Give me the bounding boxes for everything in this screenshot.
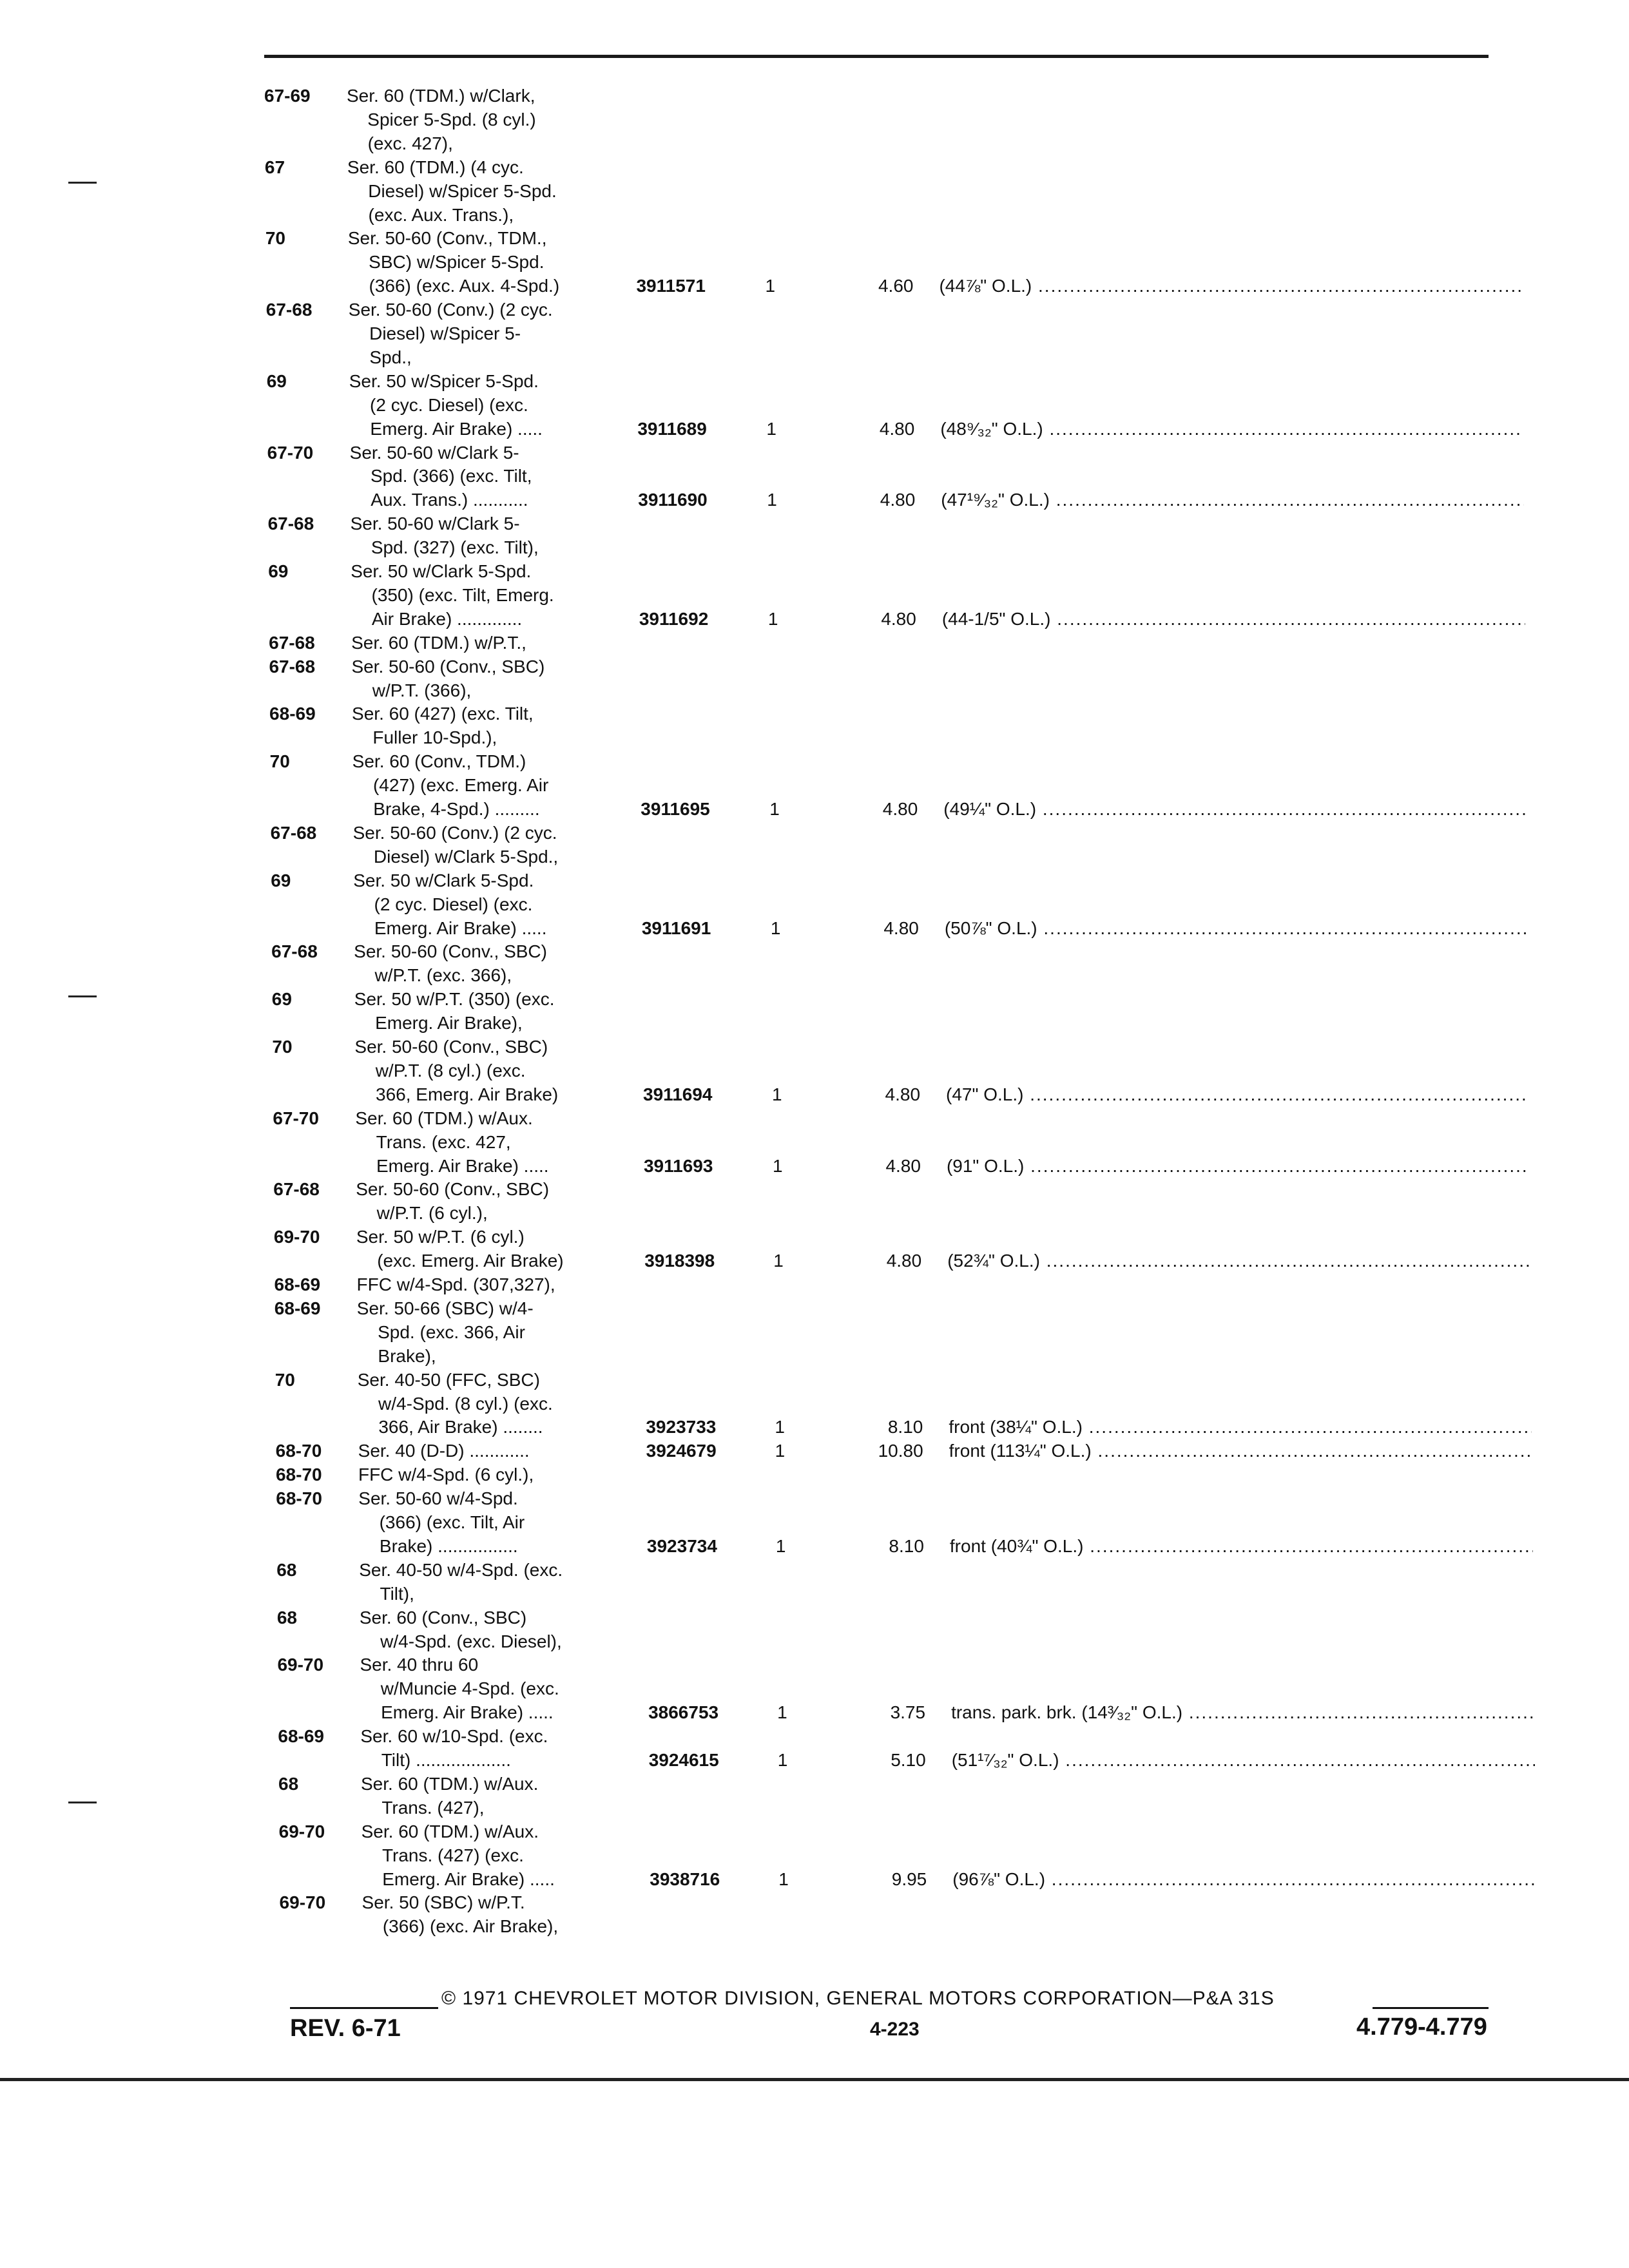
application-description: Ser. 50-60 (Conv., SBC) <box>356 1179 550 1200</box>
footer-line <box>290 1988 1514 2013</box>
application-description: Air Brake) ............. <box>371 608 523 629</box>
entry-line <box>277 1582 1534 1606</box>
application-description: Emerg. Air Brake) ..... <box>382 1869 555 1889</box>
entry-line <box>279 1867 1536 1892</box>
model-years: 69-70 <box>273 1227 320 1247</box>
quantity: 1 <box>777 1750 788 1770</box>
entry-line <box>264 84 1521 108</box>
length: 10.80 <box>878 1441 923 1461</box>
model-years: 67-68 <box>269 656 316 677</box>
entry-line <box>273 1177 1530 1202</box>
application-description: FFC w/4-Spd. (6 cyl.), <box>358 1465 534 1485</box>
application-description: w/4-Spd. (exc. Diesel), <box>380 1631 562 1651</box>
application-description: Ser. 50 w/Spicer 5-Spd. <box>349 370 539 391</box>
application-description: Diesel) w/Clark 5-Spd., <box>373 846 559 867</box>
overall-length-note: (47" O.L.) ..... <box>946 1082 1529 1107</box>
application-description: FFC w/4-Spd. (307,327), <box>356 1274 555 1294</box>
part-number: 3938716 <box>650 1869 720 1889</box>
model-years: 67-70 <box>267 442 314 463</box>
model-years: 68 <box>276 1607 297 1628</box>
application-description: Spd., <box>369 347 412 367</box>
application-description: Ser. 50 w/Clark 5-Spd. <box>351 561 532 581</box>
entry-line <box>267 393 1523 418</box>
model-years: 68-70 <box>275 1441 322 1461</box>
entry-line <box>264 108 1521 132</box>
entry-line <box>269 631 1525 655</box>
entry-line <box>276 1510 1533 1535</box>
page-number: 4-223 <box>870 2019 920 2040</box>
entry-line <box>275 1273 1531 1297</box>
entry-line <box>265 179 1521 204</box>
model-years: 68-70 <box>276 1488 322 1509</box>
overall-length-note: front (113¼" O.L.) ..... <box>949 1439 1532 1463</box>
application-description: Diesel) w/Spicer 5-Spd. <box>368 180 557 201</box>
entry-line <box>276 1534 1533 1559</box>
entry-line <box>273 1154 1530 1178</box>
application-description: (2 cyc. Diesel) (exc. <box>370 394 528 415</box>
length: 4.80 <box>879 418 915 439</box>
margin-mark <box>68 1802 97 1803</box>
overall-length-note: (50⅞" O.L.) ..... <box>945 916 1528 941</box>
part-number: 3923733 <box>646 1417 717 1437</box>
application-description: Ser. 50-60 (Conv., TDM., <box>347 228 547 249</box>
application-description: Ser. 50-60 (Conv., SBC) <box>354 1037 548 1057</box>
entry-line <box>273 1059 1529 1083</box>
section-number: 4.779-4.779 <box>1356 2013 1487 2041</box>
application-description: Emerg. Air Brake) ..... <box>376 1155 549 1176</box>
entry-line <box>267 369 1523 394</box>
entry-line <box>266 345 1523 370</box>
entry-line <box>268 559 1525 584</box>
model-years: 70 <box>269 751 290 772</box>
part-number: 3923734 <box>646 1535 717 1556</box>
application-description: Trans. (exc. 427, <box>376 1131 511 1152</box>
application-description: Aux. Trans.) ........... <box>371 490 528 510</box>
application-description: Ser. 50-60 w/Clark 5- <box>349 442 519 463</box>
quantity: 1 <box>778 1869 789 1889</box>
application-description: Ser. 40-50 w/4-Spd. (exc. <box>359 1559 563 1580</box>
entry-line <box>278 1748 1535 1773</box>
entry-line <box>279 1843 1536 1868</box>
entry-line <box>269 607 1525 631</box>
part-number: 3911691 <box>641 918 711 938</box>
model-years: 68-69 <box>278 1726 324 1747</box>
application-description: Ser. 50-60 w/Clark 5- <box>350 514 520 534</box>
length: 4.80 <box>882 799 918 819</box>
application-description: w/P.T. (exc. 366), <box>374 965 512 986</box>
entry-line <box>271 916 1528 941</box>
entry-line <box>275 1320 1531 1345</box>
entry-line <box>271 845 1527 869</box>
application-description: Ser. 50-60 (Conv.) (2 cyc. <box>352 822 557 843</box>
application-description: Ser. 50-60 (Conv., SBC) <box>354 941 547 962</box>
application-description: Ser. 60 (Conv., SBC) <box>359 1607 527 1628</box>
application-description: Emerg. Air Brake) ..... <box>381 1702 554 1723</box>
entry-line <box>267 441 1524 465</box>
application-description: Ser. 40 (D-D) ............ <box>358 1441 530 1461</box>
application-description: Ser. 50-66 (SBC) w/4- <box>356 1298 534 1318</box>
application-description: (427) (exc. Emerg. Air <box>372 775 549 796</box>
application-description: Ser. 60 (TDM.) (4 cyc. <box>347 157 524 177</box>
application-description: Ser. 40 thru 60 <box>360 1655 479 1675</box>
entry-line <box>272 987 1528 1012</box>
entry-line <box>274 1225 1530 1249</box>
application-description: Ser. 60 (TDM.) w/P.T., <box>351 632 526 653</box>
application-description: Ser. 60 (TDM.) w/Clark, <box>347 86 535 106</box>
application-description: Tilt), <box>380 1583 414 1604</box>
application-description: Emerg. Air Brake) ..... <box>370 418 543 439</box>
entry-line <box>266 322 1523 346</box>
quantity: 1 <box>775 1417 785 1437</box>
part-number: 3866753 <box>648 1702 719 1723</box>
model-years: 69-70 <box>279 1892 326 1913</box>
part-number: 3924615 <box>648 1750 719 1770</box>
application-description: Spicer 5-Spd. (8 cyl.) <box>367 109 536 130</box>
part-number: 3924679 <box>646 1441 717 1461</box>
model-years: 67 <box>264 157 285 177</box>
application-description: Ser. 50 w/P.T. (350) (exc. <box>354 989 555 1010</box>
entry-line <box>271 821 1527 845</box>
model-years: 68-69 <box>274 1298 321 1318</box>
application-description: Brake), <box>378 1345 436 1366</box>
entry-line <box>268 512 1525 536</box>
entry-line <box>273 1130 1530 1155</box>
application-description: (exc. 427), <box>367 133 453 153</box>
model-years: 70 <box>265 228 286 249</box>
quantity: 1 <box>769 799 780 819</box>
footer-rule <box>290 2007 438 2009</box>
entry-line <box>275 1344 1531 1369</box>
entry-line <box>277 1629 1534 1654</box>
application-description: Ser. 50 w/P.T. (6 cyl.) <box>356 1227 525 1247</box>
overall-length-note: trans. park. brk. (14³⁄₃₂" O.L.) ..... <box>951 1700 1534 1725</box>
overall-length-note: (91" O.L.) ..... <box>947 1154 1530 1178</box>
entry-line <box>275 1296 1531 1321</box>
application-description: Emerg. Air Brake) ..... <box>374 918 547 938</box>
margin-mark <box>68 182 97 184</box>
entry-line <box>265 250 1522 274</box>
application-description: w/P.T. (366), <box>372 680 472 700</box>
length: 9.95 <box>891 1869 927 1889</box>
entry-line <box>278 1677 1534 1701</box>
entry-line <box>270 773 1527 798</box>
length: 8.10 <box>889 1535 924 1556</box>
application-description: (366) (exc. Aux. 4-Spd.) <box>369 276 560 296</box>
overall-length-note: (51¹⁷⁄₃₂" O.L.) ..... <box>952 1748 1535 1773</box>
entry-line <box>273 1082 1529 1107</box>
application-description: Ser. 50-60 (Conv.) (2 cyc. <box>348 300 553 320</box>
overall-length-note: front (38¼" O.L.) ..... <box>949 1415 1532 1439</box>
part-number: 3911695 <box>641 799 710 819</box>
application-description: w/P.T. (8 cyl.) (exc. <box>375 1060 526 1081</box>
quantity: 1 <box>767 490 777 510</box>
application-description: Ser. 60 (TDM.) w/Aux. <box>361 1773 539 1794</box>
application-description: Tilt) ................... <box>381 1750 511 1770</box>
top-rule <box>264 55 1489 58</box>
model-years: 69-70 <box>278 1821 325 1841</box>
length: 4.80 <box>886 1251 922 1271</box>
application-description: w/4-Spd. (8 cyl.) (exc. <box>378 1393 553 1414</box>
length: 4.80 <box>880 490 916 510</box>
part-number: 3911693 <box>643 1155 713 1176</box>
part-number: 3911690 <box>638 490 708 510</box>
entry-line <box>272 1011 1528 1035</box>
length: 5.10 <box>891 1750 926 1770</box>
entry-line <box>278 1700 1534 1725</box>
application-description: Ser. 50 w/Clark 5-Spd. <box>353 870 534 890</box>
bottom-rule <box>0 2078 1629 2081</box>
quantity: 1 <box>765 276 776 296</box>
quantity: 1 <box>772 1155 783 1176</box>
entry-line <box>272 1035 1528 1059</box>
model-years: 67-68 <box>265 300 313 320</box>
entry-line <box>268 535 1525 560</box>
entry-line <box>271 963 1528 988</box>
entry-line <box>265 274 1522 298</box>
model-years: 69 <box>271 989 292 1010</box>
application-description: (366) (exc. Tilt, Air <box>379 1512 525 1532</box>
model-years: 67-68 <box>270 822 317 843</box>
application-description: Brake, 4-Spd.) ......... <box>373 799 540 819</box>
entry-line <box>278 1724 1534 1749</box>
application-description: (exc. Emerg. Air Brake) <box>377 1251 564 1271</box>
application-description: Ser. 60 w/10-Spd. (exc. <box>360 1726 548 1747</box>
part-number: 3918398 <box>644 1251 715 1271</box>
quantity: 1 <box>775 1535 786 1556</box>
footer-rule <box>1373 2007 1489 2009</box>
entry-line <box>267 488 1524 512</box>
overall-length-note: (96⅞" O.L.) ..... <box>952 1867 1536 1892</box>
application-description: Trans. (427) (exc. <box>381 1845 524 1865</box>
model-years: 70 <box>272 1037 293 1057</box>
application-description: Trans. (427), <box>381 1797 485 1818</box>
entry-line <box>275 1415 1532 1439</box>
model-years: 70 <box>275 1369 295 1390</box>
quantity: 1 <box>767 608 778 629</box>
application-description: 366, Emerg. Air Brake) <box>376 1084 559 1104</box>
entry-line <box>269 583 1525 608</box>
entry-line <box>276 1486 1532 1511</box>
model-years: 68 <box>276 1559 297 1580</box>
entry-line <box>265 131 1521 156</box>
application-description: (exc. Aux. Trans.), <box>368 204 514 225</box>
application-description: Ser. 50-60 (Conv., SBC) <box>351 656 545 677</box>
application-description: (366) (exc. Air Brake), <box>382 1916 559 1937</box>
model-years: 67-68 <box>269 632 315 653</box>
part-number: 3911689 <box>637 418 707 439</box>
model-years: 68-69 <box>274 1274 321 1294</box>
entry-line <box>275 1368 1532 1392</box>
overall-length-note: front (40¾" O.L.) ..... <box>950 1534 1533 1559</box>
quantity: 1 <box>766 418 776 439</box>
part-number: 3911692 <box>639 608 709 629</box>
entry-line <box>280 1914 1536 1939</box>
application-description: Diesel) w/Spicer 5- <box>369 323 521 343</box>
entry-line <box>265 155 1521 180</box>
model-years: 67-68 <box>273 1179 320 1200</box>
application-description: Ser. 60 (Conv., TDM.) <box>352 751 526 772</box>
application-description: w/P.T. (6 cyl.), <box>376 1203 488 1224</box>
overall-length-note: (52¾" O.L.) ..... <box>947 1249 1530 1273</box>
entry-line <box>271 939 1528 964</box>
model-years: 67-68 <box>267 514 314 534</box>
entry-line <box>269 702 1526 726</box>
overall-length-note: (44-1/5" O.L.) ..... <box>942 607 1525 631</box>
entry-line <box>269 655 1525 679</box>
entry-line <box>277 1606 1534 1630</box>
model-years: 68-69 <box>269 704 316 724</box>
copyright-notice: © 1971 CHEVROLET MOTOR DIVISION, GENERAL MOTORS CORPORATION—P&A 31S <box>441 1988 1275 2009</box>
part-number: 3911571 <box>636 276 706 296</box>
application-description: Spd. (366) (exc. Tilt, <box>370 466 532 486</box>
application-description: SBC) w/Spicer 5-Spd. <box>369 252 545 273</box>
length: 4.80 <box>885 1155 921 1176</box>
application-description: Spd. (exc. 366, Air <box>378 1321 525 1342</box>
entry-line <box>275 1392 1532 1416</box>
application-description: 366, Air Brake) ........ <box>378 1417 543 1437</box>
model-years: 67-69 <box>264 86 311 106</box>
entry-line <box>265 203 1522 227</box>
entry-line <box>267 417 1523 441</box>
length: 4.80 <box>885 1084 921 1104</box>
entry-line <box>276 1463 1532 1487</box>
overall-length-note: (47¹⁹⁄₃₂" O.L.) ..... <box>941 488 1524 512</box>
length: 3.75 <box>890 1702 926 1723</box>
model-years: 67-70 <box>273 1108 319 1128</box>
entry-line <box>271 869 1527 893</box>
entry-line <box>274 1249 1530 1273</box>
application-description: (350) (exc. Tilt, Emerg. <box>371 584 554 605</box>
model-years: 69 <box>266 370 287 391</box>
length: 4.60 <box>878 276 914 296</box>
entry-line <box>274 1201 1530 1225</box>
entry-line <box>270 749 1527 774</box>
entry-line <box>280 1890 1536 1915</box>
application-description: Spd. (327) (exc. Tilt), <box>371 537 539 558</box>
length: 8.10 <box>887 1417 923 1437</box>
entry-line <box>267 464 1524 488</box>
application-description: Fuller 10-Spd.), <box>372 727 497 748</box>
application-description: w/Muncie 4-Spd. (exc. <box>380 1678 559 1699</box>
overall-length-note: (44⅞" O.L.) ..... <box>939 274 1522 298</box>
entry-line <box>278 1772 1535 1796</box>
entry-line <box>278 1796 1535 1820</box>
quantity: 1 <box>772 1084 782 1104</box>
application-description: Brake) ................ <box>379 1535 518 1556</box>
length: 4.80 <box>881 608 916 629</box>
entry-line <box>270 797 1527 822</box>
page-footer <box>290 1988 1514 2052</box>
model-years: 67-68 <box>271 941 318 962</box>
entry-line <box>276 1439 1532 1463</box>
quantity: 1 <box>777 1702 787 1723</box>
overall-length-note: (48⁹⁄₃₂" O.L.) ..... <box>940 417 1523 441</box>
model-years: 69-70 <box>277 1655 324 1675</box>
model-years: 69 <box>271 870 291 890</box>
application-description: Ser. 40-50 (FFC, SBC) <box>357 1369 540 1390</box>
model-years: 68-70 <box>275 1465 322 1485</box>
entry-line <box>271 892 1528 917</box>
entry-line <box>269 678 1526 703</box>
entry-line <box>273 1106 1529 1131</box>
application-description: Ser. 60 (TDM.) w/Aux. <box>361 1821 539 1841</box>
quantity: 1 <box>770 918 781 938</box>
model-years: 69 <box>268 561 289 581</box>
application-description: Ser. 50 (SBC) w/P.T. <box>361 1892 525 1913</box>
application-description: Ser. 60 (427) (exc. Tilt, <box>352 704 534 724</box>
application-description: Ser. 50-60 w/4-Spd. <box>358 1488 518 1509</box>
entry-line <box>269 726 1526 750</box>
quantity: 1 <box>773 1251 784 1271</box>
entry-line <box>279 1820 1536 1844</box>
entry-line <box>265 226 1522 251</box>
length: 4.80 <box>883 918 919 938</box>
overall-length-note: (49¼" O.L.) ..... <box>943 797 1527 822</box>
revision-label: REV. 6-71 <box>290 2015 401 2042</box>
part-number: 3911694 <box>643 1084 713 1104</box>
entry-line <box>266 298 1523 322</box>
margin-mark <box>68 995 97 997</box>
quantity: 1 <box>775 1441 786 1461</box>
application-description: Ser. 60 (TDM.) w/Aux. <box>355 1108 533 1128</box>
entry-line <box>276 1558 1533 1582</box>
application-description: Emerg. Air Brake), <box>375 1013 523 1033</box>
application-description: (2 cyc. Diesel) (exc. <box>374 894 533 914</box>
entry-line <box>277 1653 1534 1677</box>
model-years: 68 <box>278 1773 299 1794</box>
